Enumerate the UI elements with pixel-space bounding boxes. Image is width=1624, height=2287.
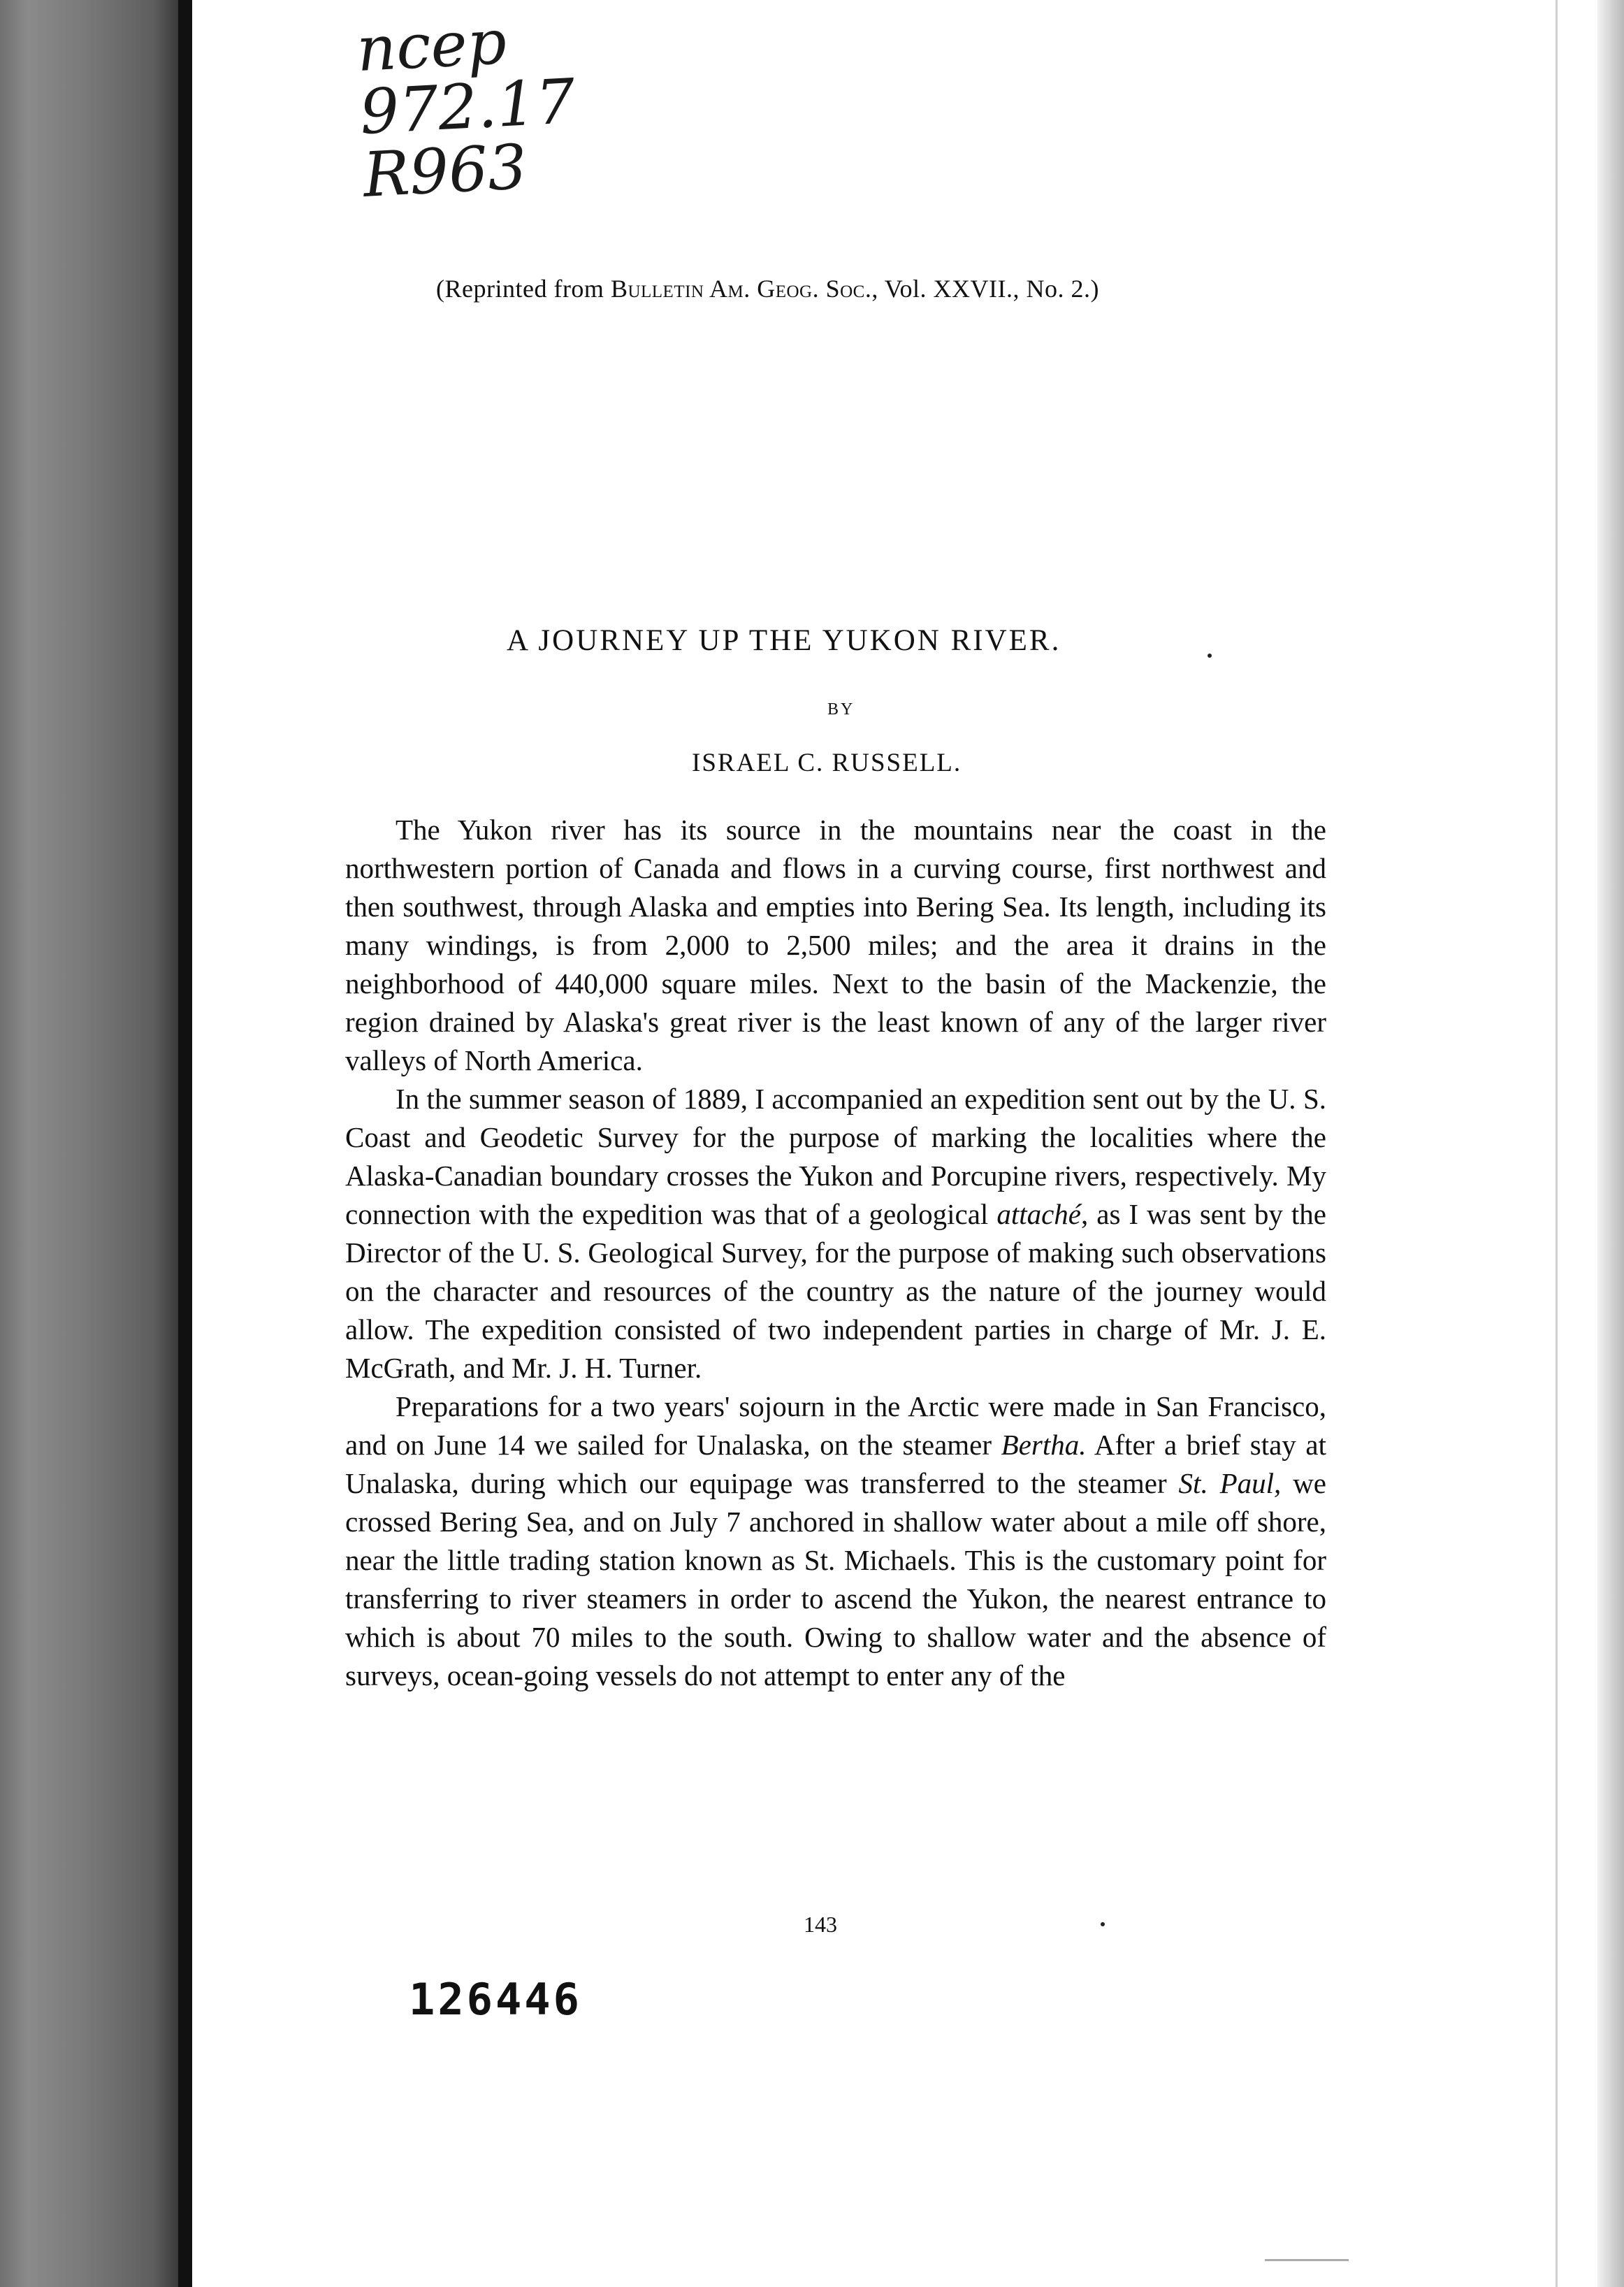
paragraph-3-text-a: Preparations for a two years' sojourn in the Arctic were made in San Francisco, and on June 14 we sailed for Unalaska, on the steamer [345, 1390, 1326, 1461]
paragraph-3 [345, 1387, 1326, 1695]
article-author: ISRAEL C. RUSSELL. [692, 749, 962, 777]
page-gutter-shadow [178, 0, 192, 2287]
paragraph-2-text-b: , as I was sent by the Director of the U. S. Geological Survey, for the purpose of making such observations on the character and resources of the country as the nature of the journey would allow. The expedition consisted of two independent parties in charge of Mr. J. E. McGrath, and Mr. J. H. Turner. [345, 1198, 1326, 1384]
reprint-open: (Reprinted from [436, 275, 611, 303]
reprint-rest: , Vol. XXVII., No. 2.) [871, 275, 1100, 303]
page-mark [1265, 2259, 1349, 2261]
article-body [345, 811, 1326, 1695]
page-fold-line [1556, 0, 1558, 2287]
paragraph-3-italic-st-paul: St. Paul, [1178, 1467, 1282, 1499]
accession-stamp: 126446 [409, 1974, 582, 2025]
paragraph-2-italic: attaché [996, 1198, 1082, 1230]
paragraph-3-text-c: we crossed Bering Sea, and on July 7 anchored in shallow water about a mile off shore, near the little trading station known as St. Michaels. This is the customary point for transferring to river steamers in order to ascend the Yukon, the nearest entrance to which is about 70 miles to the south. Owing to shallow water and the absence of surveys, ocean-going vessels do not attempt to enter any of the [345, 1467, 1326, 1691]
paragraph-2-text-a: In the summer season of 1889, I accompanied an expedition sent out by the U. S. Coast and Geodetic Survey for the purpose of marking the localities where the Alaska-Canadian boundary crosses the Yukon and Porcupine rivers, respectively. My connection with the expedition was that of a geological [345, 1083, 1326, 1230]
paragraph-3-italic-bertha: Bertha. [1001, 1429, 1087, 1461]
ink-speck [1101, 1922, 1105, 1926]
paragraph-3-text-b: After a brief stay at Unalaska, during which our equipage was transferred to the steamer [345, 1429, 1326, 1499]
call-number-line-2: 972.17 [358, 65, 577, 148]
call-number-line-3: R963 [361, 130, 529, 211]
reprint-journal: Bulletin Am. Geog. Soc. [610, 275, 872, 303]
ink-speck [1208, 654, 1212, 658]
paragraph-1: The Yukon river has its source in the mountains near the coast in the northwestern portion of Canada and flows in a curving course, first northwest and then southwest, through Alaska and empties into Bering Sea. Its length, including its many windings, is from 2,000 to 2,500 miles; and the area it drains in the neighborhood of 440,000 square miles. Next to the basin of the Mackenzie, the region drained by Alaska's great river is the least known of any of the larger river valleys of North America. [345, 814, 1326, 1076]
paragraph-2 [345, 1080, 1326, 1387]
call-number-line-1: ncep [354, 6, 509, 86]
page-edge [1597, 0, 1624, 2287]
reprint-note [436, 274, 1099, 303]
page-number: 143 [804, 1912, 837, 1937]
byline-by: BY [827, 700, 855, 719]
article-title: A JOURNEY UP THE YUKON RIVER. [507, 624, 1061, 657]
handwritten-call-number [354, 6, 580, 211]
book-binding [0, 0, 189, 2287]
